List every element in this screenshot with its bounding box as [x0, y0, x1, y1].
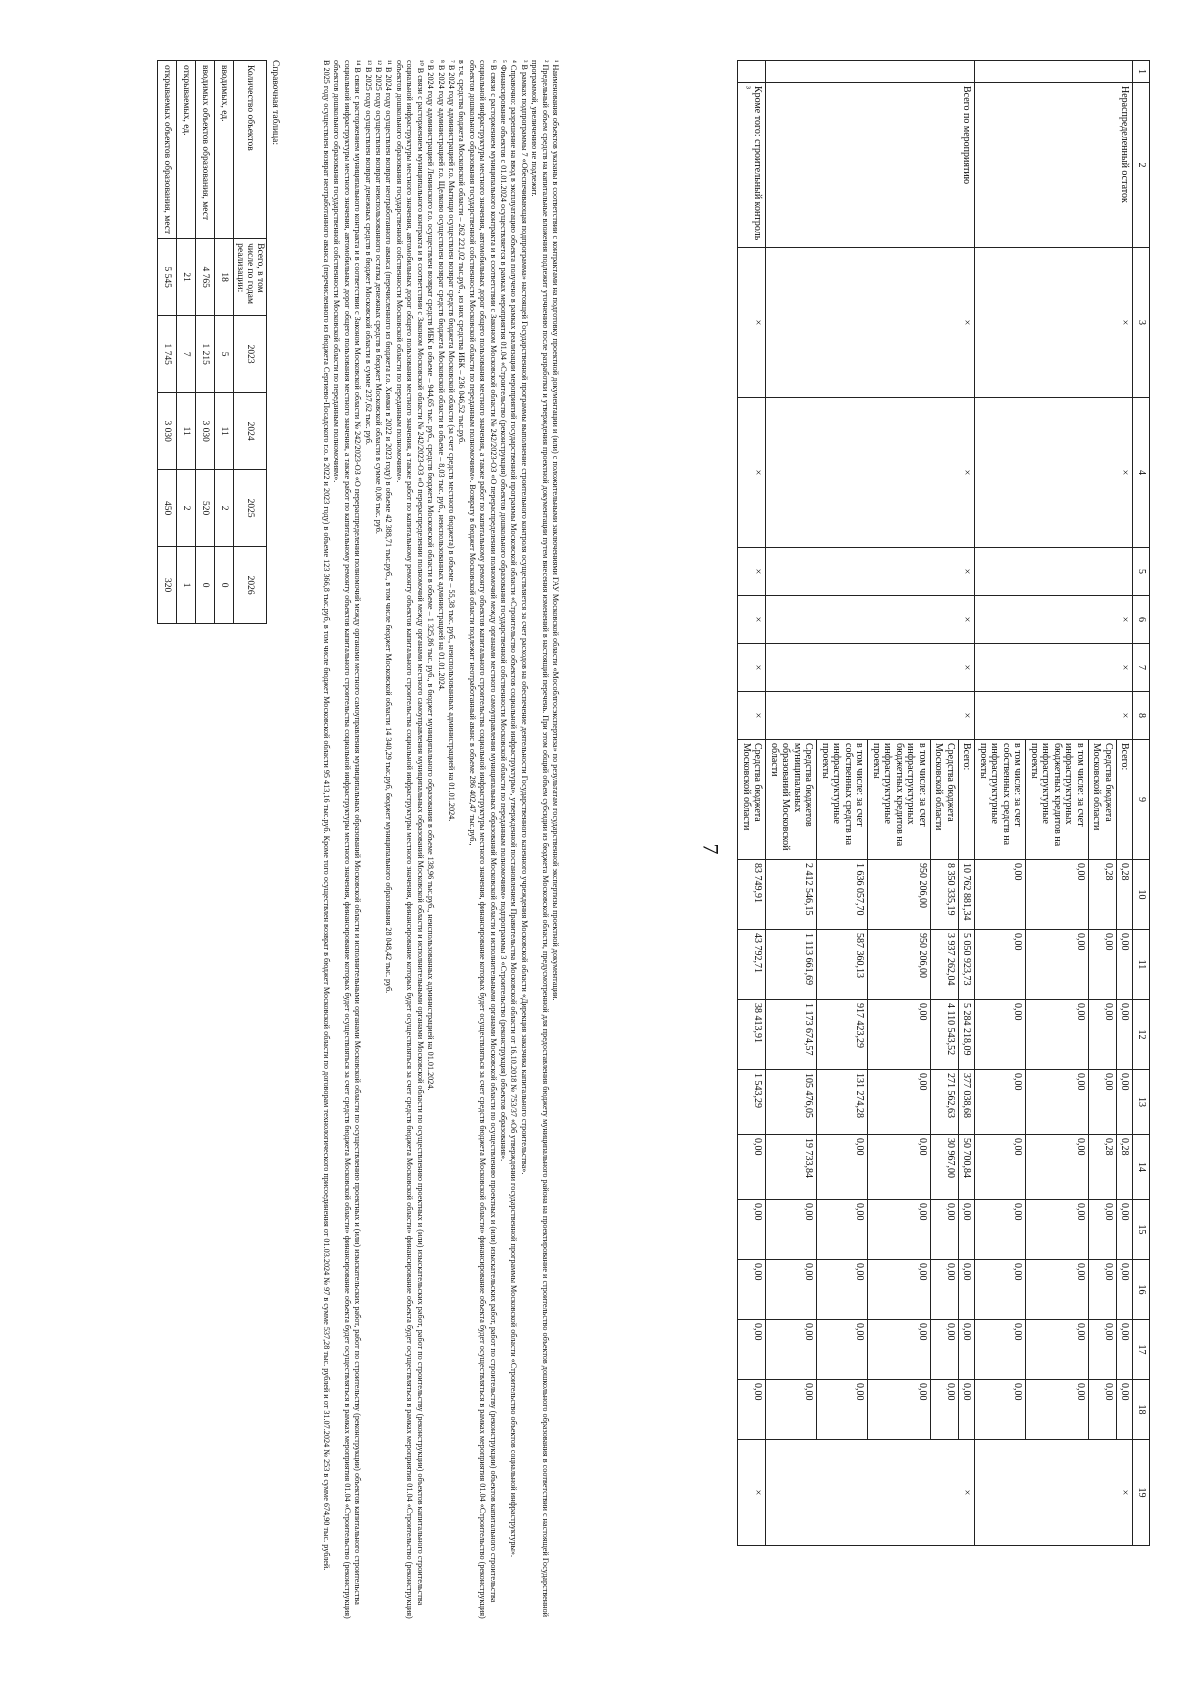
reference-row-total: 18 — [215, 239, 234, 316]
table-cell: × — [738, 248, 766, 398]
table-cell: 0,00 — [975, 1000, 1026, 1070]
table-cell: 2 412 546,15 — [766, 860, 817, 930]
table-cell: 0,00 — [1117, 1000, 1134, 1070]
table-cell: Средства бюджета Московской области — [1089, 740, 1117, 860]
table-cell: × — [738, 644, 766, 692]
table-cell: 0,00 — [975, 1380, 1026, 1440]
table-cell: Нераспределенный остаток — [975, 83, 1133, 248]
table-cell: × — [975, 596, 1133, 644]
table-cell: 0,00 — [1089, 930, 1117, 1000]
table-cell: 0,00 — [1089, 1070, 1117, 1135]
table-cell: 0,00 — [959, 1200, 976, 1260]
table-cell: 0,00 — [817, 1135, 868, 1200]
reference-row-value: 450 — [158, 470, 177, 547]
table-cell: Всего: — [959, 740, 976, 860]
column-number-cell: 11 — [1133, 930, 1150, 1000]
reference-row — [158, 61, 177, 624]
table-cell: 0,00 — [959, 1320, 976, 1380]
table-cell: Средства бюджета Московской области — [738, 740, 766, 860]
column-number-cell: 16 — [1133, 1260, 1150, 1320]
footnote: ¹⁰ В связи с расторжением муниципального контракта и в соответствии с Законом Московской области № 242/2023-ОЗ «О перераспределении полномочий между органами местного самоуправления муниципальных образований Московской области и исполнительными органами Московской области по осуществлению проектных и (или) изыскательских работ, работ по строительству (реконструкции) объектов капитального строительства социальной инфраструктуры местного значения, автомобильных дорог общего пользования местного значения, а также работ по капитальному ремонту объектов капитального строительства социальной инфраструктуры местного значения, финансирование которых будет осуществляться за счет средств бюджета Московской области» финансирование объекта будет осуществляться в рамках мероприятия 01.04 «Строительство (реконструкция) объектов дошкольного образования государственной собственности Московской области по переданным полномочиям». — [394, 60, 425, 1619]
reference-row-value: 0 — [196, 547, 215, 624]
reference-row-label: вводимых объектов образования, мест — [196, 61, 215, 239]
table-cell: Кроме того: строительный контроль ³ — [738, 83, 766, 248]
table-cell: 0,00 — [868, 1320, 931, 1380]
table-cell: × — [738, 1440, 766, 1546]
table-cell: 0,00 — [1026, 1380, 1089, 1440]
reference-row — [196, 61, 215, 624]
table-cell: 4 110 543,52 — [931, 1000, 959, 1070]
footnote: ⁴ Справочно: разрешение на ввод в эксплуатацию объекта получено в рамках реализации мероприятий государственной программы Московской области «Строительство объектов социальной инфраструктуры», утвержденной постановлением Правительства Московской области от 16.10.2018 № 753/37 «Об утверждении государственной программы Московской области «Строительство объектов социальной инфраструктуры». — [509, 60, 519, 1558]
table-cell: 0,00 — [766, 1320, 817, 1380]
reference-row-total: 4 765 — [196, 239, 215, 316]
reference-row-label: вводимых, ед. — [215, 61, 234, 239]
table-cell: × — [766, 596, 975, 644]
reference-row-value: 1 745 — [158, 316, 177, 393]
table-cell: Средства бюджетов муниципальных образований Московской области — [766, 740, 817, 860]
page-content — [50, 60, 1150, 1630]
table-row — [959, 61, 976, 1546]
footnote: ⁵ Финансирование объектов с 01.01.2024 осуществляется в рамках мероприятия 01.04 «Строительство (реконструкция) объектов дошкольного образования государственной собственности Московской области по переданным полномочиям» подпрограммы 3 «Строительство (реконструкция) объектов образования». — [498, 60, 508, 1162]
table-cell: 0,00 — [931, 1260, 959, 1320]
footnote: ³ В рамках подпрограммы 7 «Обеспечивающая подпрограмма» настоящей Государственной программы выполнение строительного контроля осуществляется за счет расходов на обеспечение деятельности Государственного казенного учреждения Московской области «Дирекция заказчика капитального строительства». — [519, 60, 529, 1175]
page-number: 7 — [698, 843, 724, 855]
table-cell: 131 274,28 — [817, 1070, 868, 1135]
table-cell: × — [738, 596, 766, 644]
table-cell: 0,00 — [766, 1200, 817, 1260]
table-cell: 0,00 — [1026, 930, 1089, 1000]
reference-row — [177, 61, 196, 624]
table-cell — [738, 61, 766, 83]
table-cell — [766, 61, 975, 83]
reference-table — [157, 60, 267, 624]
table-cell: 0,00 — [975, 930, 1026, 1000]
table-cell: × — [766, 692, 975, 740]
reference-header-total: Всего, в том числе по годам реализации: — [234, 239, 267, 316]
reference-row-value: 1 — [177, 547, 196, 624]
table-cell: 5 050 923,73 — [959, 930, 976, 1000]
table-cell: 0,00 — [738, 1135, 766, 1200]
table-row — [738, 61, 766, 1546]
column-number-cell: 7 — [1133, 644, 1150, 692]
footnote: ⁷ В 2024 году администрацией г.о. Мытищи осуществлен возврат средств бюджета Московской области (за счет средств местного бюджета) в объеме – 55,38 тыс. руб., неиспользованных администрацией на 01.01.2024. — [446, 60, 456, 822]
footnote: ¹ Наименования объектов указаны в соответствии с контрактами на подготовку проектной документации и (или) с положительными заключениями ГАУ Московской области «Мособлгосэкспертиза» по результатам государственной экспертизы проектной документации. — [551, 60, 560, 1001]
column-number-cell: 2 — [1133, 83, 1150, 248]
reference-row-value: 11 — [215, 393, 234, 470]
table-cell: 0,00 — [738, 1260, 766, 1320]
reference-row-value: 2 — [215, 470, 234, 547]
footnote: В 2025 году осуществлен возврат неотработанного аванса (перечисленного из бюджета Сергиево-Посадского г.о. в 2022 и 2023 году) в объеме 123 366,8 тыс.руб, в том числе бюджет Московской области 95 413,16 тыс.руб. Кроме того осуществлен возврат в бюджет Московской области по договорам технологического присоединения от 01.03.2024 № 97 в сумме 537,28 тыс. рублей и от 31.07.2024 № 253 в сумме 674,90 тыс. рублей. — [322, 60, 332, 1571]
table-cell: 0,00 — [1026, 1135, 1089, 1200]
financing-table — [738, 60, 1151, 1546]
table-cell: 917 423,29 — [817, 1000, 868, 1070]
column-number-cell: 4 — [1133, 398, 1150, 548]
table-cell: 0,00 — [868, 1135, 931, 1200]
table-cell: 19 733,84 — [766, 1135, 817, 1200]
column-number-cell: 9 — [1133, 740, 1150, 860]
table-cell: 83 749,91 — [738, 860, 766, 930]
table-cell: × — [766, 548, 975, 596]
table-cell: 0,00 — [817, 1200, 868, 1260]
reference-row-total: 21 — [177, 239, 196, 316]
table-cell — [975, 548, 1133, 596]
table-cell: 0,00 — [868, 1260, 931, 1320]
table-cell: 0,00 — [738, 1200, 766, 1260]
table-cell: 0,00 — [868, 1000, 931, 1070]
reference-row-value: 1 215 — [196, 316, 215, 393]
reference-row-value: 3 030 — [158, 393, 177, 470]
table-cell: 8 350 335,19 — [931, 860, 959, 930]
footnote: ¹⁴ В связи с расторжением муниципального контракта и в соответствии с Законом Московской области № 242/2023-ОЗ «О перераспределении полномочий между органами местного самоуправления муниципальных образований Московской области и исполнительными органами Московской области по осуществлению проектных и (или) изыскательских работ, работ по строительству (реконструкции) объектов капитального строительства социальной инфраструктуры местного значения, автомобильных дорог общего пользования местного значения, а также работ по капитальному ремонту объектов капитального строительства социальной инфраструктуры местного значения, финансирование которых будет осуществляться за счет средств бюджета Московской области» финансирование объекта будет осуществляться в рамках мероприятия 01.04 «Строительство (реконструкция) объектов дошкольного образования государственной собственности Московской области по переданным полномочиям». — [332, 60, 363, 1619]
reference-row-value: 3 030 — [196, 393, 215, 470]
table-cell: 43 792,71 — [738, 930, 766, 1000]
table-cell: 0,00 — [975, 1260, 1026, 1320]
table-cell: × — [738, 548, 766, 596]
reference-row-value: 520 — [196, 470, 215, 547]
column-number-cell: 15 — [1133, 1200, 1150, 1260]
table-cell: 0,00 — [1117, 1380, 1134, 1440]
table-cell: 105 476,05 — [766, 1070, 817, 1135]
table-cell: 1 173 674,57 — [766, 1000, 817, 1070]
table-cell: в том числе: за счет инфраструктурных бюджетных кредитов на инфраструктурные проекты — [868, 740, 931, 860]
table-cell: 0,28 — [1089, 1135, 1117, 1200]
table-cell: Всего по мероприятию — [766, 83, 975, 248]
table-cell: 0,00 — [1026, 1200, 1089, 1260]
reference-header-label: Количество объектов — [234, 61, 267, 239]
column-number-cell: 8 — [1133, 692, 1150, 740]
table-cell: в том числе: за счет инфраструктурных бюджетных кредитов на инфраструктурные проекты — [1026, 740, 1089, 860]
table-cell: 0,00 — [1117, 1260, 1134, 1320]
reference-row-value: 0 — [215, 547, 234, 624]
footnote: ¹¹ В 2024 году осуществлен возврат неотработанного аванса (перечисленного из бюджета г.о. Химки в 2022 и 2023 году) в объеме 42 388,71 тыс.руб., в том числе бюджет Московской области 14 340,29 тыс.руб, бюджет муниципального образования 28 048,42 тыс. руб. — [384, 60, 394, 994]
table-cell: 0,00 — [931, 1200, 959, 1260]
column-number-row — [1133, 61, 1150, 1546]
reference-row-value: 7 — [177, 316, 196, 393]
table-cell: × — [975, 248, 1133, 398]
table-cell: 0,00 — [959, 1380, 976, 1440]
table-cell: 587 360,13 — [817, 930, 868, 1000]
table-cell: × — [975, 1440, 1133, 1546]
column-number-cell: 18 — [1133, 1380, 1150, 1440]
table-cell: 0,00 — [1026, 1000, 1089, 1070]
table-cell: 0,00 — [1089, 1260, 1117, 1320]
reference-row-label: открываемых, ед. — [177, 61, 196, 239]
table-cell: 0,00 — [931, 1320, 959, 1380]
reference-year: 2023 — [234, 316, 267, 393]
reference-header-row — [234, 61, 267, 624]
reference-row-value: 2 — [177, 470, 196, 547]
table-cell: в том числе: за счет собственных средств на инфраструктурные проекты — [817, 740, 868, 860]
table-cell: 950 206,00 — [868, 860, 931, 930]
table-cell: 0,00 — [1089, 1200, 1117, 1260]
table-cell: Средства бюджета Московской области — [931, 740, 959, 860]
table-cell: 0,00 — [1117, 1320, 1134, 1380]
table-cell: 0,28 — [1117, 860, 1134, 930]
table-cell: 30 967,00 — [931, 1135, 959, 1200]
table-cell: 0,00 — [1117, 1070, 1134, 1135]
footnote: ⁶ В связи с расторжением муниципального контракта и в соответствии с Законом Московской области № 242/2023-ОЗ «О перераспределении полномочий между органами местного самоуправления муниципальных образований Московской области и исполнительными органами Московской области по осуществлению проектных и (или) изыскательских работ, работ по строительству (реконструкции) объектов капитального строительства социальной инфраструктуры местного значения, автомобильных дорог общего пользования местного значения, а также работ по капитальному ремонту объектов капитального строительства социальной инфраструктуры местного значения, финансирование которых будет осуществляться за счет средств бюджета Московской области» финансирование объекта будет осуществляться в рамках мероприятия 01.04 «Строительство (реконструкция) объектов дошкольного образования государственной собственности Московской области по переданным полномочиям». Возврату в бюджет Московской области подлежит неотработанный аванс в объеме 286 402,47 тыс.руб., — [467, 60, 498, 1619]
table-cell: × — [766, 248, 975, 398]
footnote: ² Предельный объем средств на капитальные вложения подлежит уточнению после разработки и утверждения проектной документации путем внесения изменений в настоящий перечень. При этом общий объем субсидии из бюджета Московской области, предусмотренной для предоставления бюджету муниципального района на проектирование и строительство объектов дошкольного образования в соответствии с настоящей Государственной программой, увеличению не подлежит. — [530, 60, 550, 1618]
reference-year: 2025 — [234, 470, 267, 547]
table-cell: 0,00 — [975, 860, 1026, 930]
table-cell: × — [738, 692, 766, 740]
table-cell: 0,00 — [1026, 1260, 1089, 1320]
table-cell: 0,28 — [1117, 1135, 1134, 1200]
table-cell: × — [975, 398, 1133, 548]
reference-row-label: открываемых объектов образования, мест — [158, 61, 177, 239]
table-cell: 0,00 — [738, 1320, 766, 1380]
table-cell: 271 562,63 — [931, 1070, 959, 1135]
table-cell: 0,00 — [975, 1200, 1026, 1260]
table-cell: 950 206,00 — [868, 930, 931, 1000]
table-cell: 38 413,91 — [738, 1000, 766, 1070]
footnote: ⁹ В 2024 году администрацией Ленинского г.о. осуществлен возврат средств ИБК в объеме – 944,65 тыс. руб., средств бюджета Московской области в объеме – 1 325,86 тыс. руб., в бюджет муниципального образования в объеме 138,96 тыс.руб., неиспользованных администрацией на 01.01.2024. — [426, 60, 436, 1091]
reference-row-value: 320 — [158, 547, 177, 624]
table-cell: 0,28 — [1089, 860, 1117, 930]
table-cell: 0,00 — [738, 1380, 766, 1440]
table-cell: 0,00 — [1089, 1000, 1117, 1070]
column-number-cell: 1 — [1133, 61, 1150, 83]
table-cell: 0,00 — [1089, 1320, 1117, 1380]
table-cell: 0,00 — [766, 1260, 817, 1320]
table-cell: 0,00 — [959, 1260, 976, 1320]
table-row — [1117, 61, 1134, 1546]
table-cell: 0,00 — [868, 1070, 931, 1135]
footnote: в т.ч. средства бюджета Московской области – 262 221,02 тыс.руб., из них средства ИБК – 236 046,52 тыс.руб. — [457, 60, 467, 445]
table-cell: 0,00 — [931, 1380, 959, 1440]
column-number-cell: 17 — [1133, 1320, 1150, 1380]
table-cell: 0,00 — [817, 1320, 868, 1380]
table-cell: 0,00 — [817, 1260, 868, 1320]
table-cell: 0,00 — [868, 1380, 931, 1440]
table-cell: Всего: — [1117, 740, 1134, 860]
table-cell: 5 284 218,09 — [959, 1000, 976, 1070]
reference-title: Справочная таблица: — [270, 60, 280, 145]
table-cell: × — [975, 644, 1133, 692]
column-number-cell: 19 — [1133, 1440, 1150, 1546]
table-cell: 3 937 262,04 — [931, 930, 959, 1000]
table-cell: 0,00 — [1117, 930, 1134, 1000]
table-cell: 0,00 — [1026, 1320, 1089, 1380]
table-cell: 10 762 881,34 — [959, 860, 976, 930]
table-cell: 0,00 — [1026, 1070, 1089, 1135]
column-number-cell: 5 — [1133, 548, 1150, 596]
reference-year: 2026 — [234, 547, 267, 624]
reference-year: 2024 — [234, 393, 267, 470]
table-cell: 1 543,29 — [738, 1070, 766, 1135]
table-cell: 0,00 — [1026, 860, 1089, 930]
table-cell: 1 113 661,69 — [766, 930, 817, 1000]
table-cell: 1 636 057,70 — [817, 860, 868, 930]
table-cell: в том числе: за счет собственных средств на инфраструктурные проекты — [975, 740, 1026, 860]
table-cell: 0,00 — [975, 1320, 1026, 1380]
table-cell: × — [738, 398, 766, 548]
table-cell: 0,00 — [766, 1380, 817, 1440]
table-cell: 50 700,84 — [959, 1135, 976, 1200]
footnotes — [321, 60, 560, 1620]
column-number-cell: 3 — [1133, 248, 1150, 398]
reference-row-value: 5 — [215, 316, 234, 393]
column-number-cell: 12 — [1133, 1000, 1150, 1070]
column-number-cell: 14 — [1133, 1135, 1150, 1200]
footnote: ¹³ В 2025 году осуществлен возврат денежных средств в бюджет Московской области в сумме 237,62 тыс. руб. — [363, 60, 373, 445]
footnote: ⁸ В 2024 году администрацией г.о. Щелково осуществлен возврат средств бюджета Московской области в объеме – 8,03 тыс. руб., неиспользованных администрацией на 01.01.2024. — [436, 60, 446, 691]
table-cell: × — [975, 692, 1133, 740]
table-cell: 0,00 — [1089, 1380, 1117, 1440]
table-cell: × — [766, 1440, 975, 1546]
reference-row-total: 5 545 — [158, 239, 177, 316]
column-number-cell: 6 — [1133, 596, 1150, 644]
table-cell: × — [766, 398, 975, 548]
column-number-cell: 10 — [1133, 860, 1150, 930]
table-cell: 0,00 — [975, 1135, 1026, 1200]
table-cell: × — [766, 644, 975, 692]
table-cell: 0,00 — [1117, 1200, 1134, 1260]
table-cell: 0,00 — [817, 1380, 868, 1440]
table-cell: 0,00 — [868, 1200, 931, 1260]
table-cell: 0,00 — [975, 1070, 1026, 1135]
reference-row-value: 11 — [177, 393, 196, 470]
reference-row — [215, 61, 234, 624]
footnote: ¹² В 2025 году осуществлен возврат неиспользованного остатка денежных средств в бюджет Московской области в сумме 0,06 тыс. руб. — [374, 60, 384, 534]
column-number-cell: 13 — [1133, 1070, 1150, 1135]
reference-section — [157, 60, 280, 624]
table-cell: 377 038,68 — [959, 1070, 976, 1135]
table-cell — [975, 61, 1133, 83]
